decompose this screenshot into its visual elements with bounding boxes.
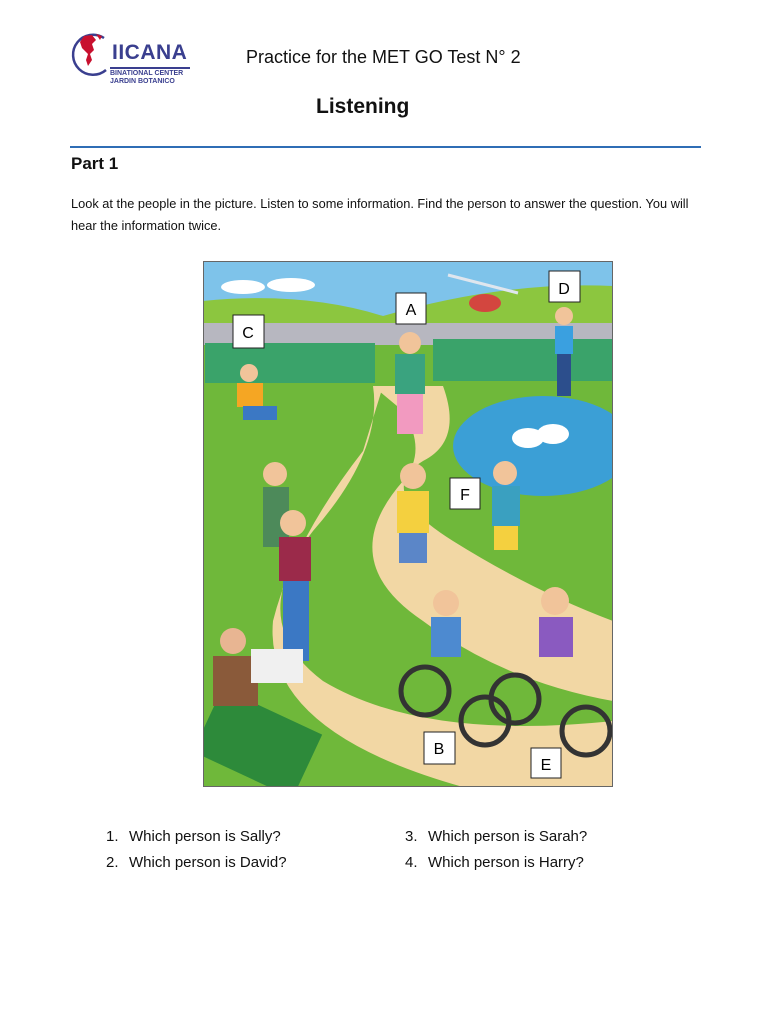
question-number: 1. [106, 828, 119, 845]
question-item [405, 850, 587, 876]
fence-left [205, 343, 375, 383]
helicopter [469, 294, 501, 312]
question-number: 2. [106, 854, 119, 871]
question-text: Which person is Sally? [129, 828, 281, 845]
globe-icon [68, 30, 112, 78]
label-c [233, 315, 264, 348]
fence-right [433, 339, 613, 381]
questions-column-2 [405, 824, 587, 876]
person-d [555, 307, 573, 396]
label-a-text: A [405, 302, 417, 319]
cloud [221, 280, 265, 294]
label-e [531, 748, 561, 778]
logo-underline [110, 67, 190, 69]
label-e-text: E [540, 757, 552, 774]
logo-subtitle-2: JARDIN BOTANICO [110, 78, 175, 85]
label-b [424, 732, 455, 764]
label-f [450, 478, 480, 509]
questions-column-1 [106, 824, 287, 876]
label-d [549, 271, 580, 302]
instructions: Look at the people in the picture. Listen to some information. Find the person to answer the question. You will hear the information twice. [71, 196, 689, 233]
swan [537, 424, 569, 444]
logo-subtitle-1: BINATIONAL CENTER [110, 70, 184, 77]
section-title: Listening [316, 95, 410, 118]
label-f-text: F [460, 487, 470, 504]
question-text: Which person is David? [129, 854, 287, 871]
section-divider [70, 146, 701, 148]
label-b-text: B [433, 741, 445, 758]
part-title: Part 1 [71, 154, 119, 173]
question-item [405, 824, 587, 850]
cloud [267, 278, 315, 292]
question-text: Which person is Harry? [428, 854, 584, 871]
question-number: 3. [405, 828, 418, 845]
label-c-text: C [242, 325, 254, 342]
question-text: Which person is Sarah? [428, 828, 588, 845]
question-item [106, 850, 287, 876]
label-a [396, 293, 426, 324]
iicana-logo [68, 30, 194, 86]
document-title: Practice for the MET GO Test N° 2 [246, 47, 521, 67]
park-illustration [203, 261, 613, 787]
question-number: 4. [405, 854, 418, 871]
label-d-text: D [558, 281, 570, 298]
question-item [106, 824, 287, 850]
logo-wordmark: IICANA [112, 41, 188, 64]
